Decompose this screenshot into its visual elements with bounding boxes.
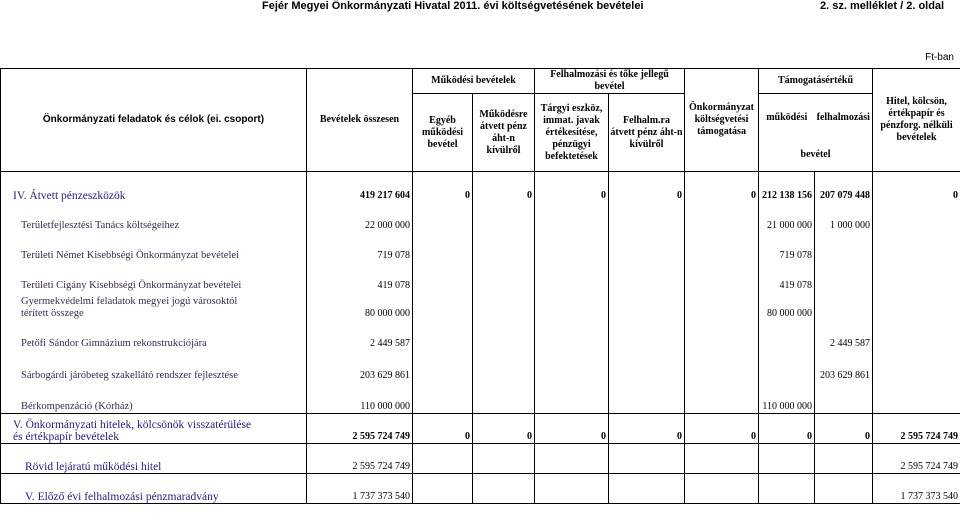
cell: [535, 444, 609, 474]
row-label: Területi Német Kisebbségi Önkormányzat bevételei: [1, 232, 307, 262]
col-header-group: Önkormányzati feladatok és célok (ei. csoport): [1, 69, 307, 172]
col-header-operating-transfer: Működésre átvett pénz áht-n kívülről: [473, 94, 535, 172]
cell: [873, 262, 960, 292]
col-header-asset-sales: Tárgyi eszköz, immat. javak értékesítése, pénzügyi befektetések: [535, 94, 609, 172]
cell: [759, 444, 815, 474]
cell: [413, 292, 473, 320]
cell: 0: [685, 172, 759, 202]
document-title: Fejér Megyei Önkormányzati Hivatal 2011. évi költségvetésének bevételei: [262, 0, 644, 12]
cell: [685, 350, 759, 382]
table-row: [1, 262, 960, 292]
cell: 22 000 000: [307, 202, 413, 232]
col-header-capital: Felhalmozási és tőke jellegű bevétel: [535, 69, 685, 94]
unit-label: Ft-ban: [925, 52, 954, 63]
cell: [609, 474, 685, 504]
cell: [873, 292, 960, 320]
cell: [609, 382, 685, 414]
cell: [473, 350, 535, 382]
row-label: [1, 292, 307, 320]
cell: [815, 262, 873, 292]
cell: [685, 232, 759, 262]
row-label: [1, 414, 307, 444]
cell: [873, 232, 960, 262]
cell: [873, 382, 960, 414]
cell: 0: [873, 172, 960, 202]
cell: 0: [759, 414, 815, 444]
cell: [535, 320, 609, 350]
cell: [413, 262, 473, 292]
cell: [815, 474, 873, 504]
cell: 719 078: [759, 232, 815, 262]
cell: [815, 232, 873, 262]
cell: 212 138 156: [759, 172, 815, 202]
col-header-support: Támogatásértékű: [759, 69, 873, 94]
page-header: [0, 0, 960, 14]
row-label-line: térített összege: [21, 307, 84, 319]
cell: [473, 262, 535, 292]
row-label: Petőfi Sándor Gimnázium rekonstrukciójára: [1, 320, 307, 350]
cell: 80 000 000: [759, 292, 815, 320]
table-row: [1, 382, 960, 414]
table-row: [1, 292, 960, 320]
cell: 203 629 861: [815, 350, 873, 382]
cell: [685, 262, 759, 292]
cell: [535, 350, 609, 382]
table-row: [1, 232, 960, 262]
cell: [815, 292, 873, 320]
col-header-support-capital: felhalmozási: [816, 111, 870, 123]
cell: 0: [609, 414, 685, 444]
cell: 2 449 587: [815, 320, 873, 350]
row-label: Területi Cigány Kisebbségi Önkormányzat bevételei: [1, 262, 307, 292]
row-label: Bérkompenzáció (Kórház): [1, 382, 307, 414]
row-label: Sárbogárdi járóbeteg szakellátó rendszer fejlesztése: [1, 350, 307, 382]
table-row: [1, 172, 960, 202]
cell: [535, 232, 609, 262]
table-row: [1, 350, 960, 382]
table-row: [1, 320, 960, 350]
cell: [685, 202, 759, 232]
cell: [473, 292, 535, 320]
cell: [413, 350, 473, 382]
col-header-capital-transfer: Felhalm.ra átvett pénz áht-n kívülről: [609, 94, 685, 172]
row-label-line: V. Önkormányzati hitelek, kölcsönök visszatérülése: [13, 419, 252, 431]
cell: [473, 382, 535, 414]
cell: 80 000 000: [307, 292, 413, 320]
table-row: [1, 474, 960, 504]
cell: [873, 202, 960, 232]
cell: [685, 292, 759, 320]
cell: 0: [609, 172, 685, 202]
cell: 110 000 000: [307, 382, 413, 414]
row-label-line: és értékpapír bevételek: [13, 431, 119, 443]
cell: [685, 320, 759, 350]
cell: 2 449 587: [307, 320, 413, 350]
cell: 21 000 000: [759, 202, 815, 232]
cell: [873, 350, 960, 382]
table-row: [1, 414, 960, 444]
cell: 2 595 724 749: [307, 444, 413, 474]
cell: [759, 474, 815, 504]
cell: 203 629 861: [307, 350, 413, 382]
col-header-other-operating: Egyéb működési bevétel: [413, 94, 473, 172]
cell: [413, 474, 473, 504]
cell: [759, 320, 815, 350]
row-label: V. Előző évi felhalmozási pénzmaradvány: [1, 474, 307, 504]
cell: [535, 202, 609, 232]
cell: [609, 232, 685, 262]
cell: [535, 382, 609, 414]
cell: 2 595 724 749: [873, 414, 960, 444]
cell: 419 078: [307, 262, 413, 292]
cell: [609, 292, 685, 320]
cell: 419 217 604: [307, 172, 413, 202]
col-header-support-revenue: bevétel: [800, 148, 831, 160]
cell: 207 079 448: [815, 172, 873, 202]
cell: 0: [815, 414, 873, 444]
cell: 0: [685, 414, 759, 444]
table-row: [1, 202, 960, 232]
cell: [473, 320, 535, 350]
cell: 0: [473, 414, 535, 444]
cell: [815, 444, 873, 474]
cell: [535, 474, 609, 504]
cell: 1 737 373 540: [873, 474, 960, 504]
cell: 110 000 000: [759, 382, 815, 414]
cell: [473, 444, 535, 474]
col-header-operating: Működési bevételek: [413, 69, 535, 94]
cell: [609, 444, 685, 474]
col-header-loans: Hitel, kölcsön, értékpapír és pénzforg. nélküli bevételek: [873, 69, 960, 172]
row-label: IV. Átvett pénzeszközök: [1, 172, 307, 202]
cell: [413, 382, 473, 414]
cell: [685, 474, 759, 504]
col-header-total: Bevételek összesen: [307, 69, 413, 172]
cell: [473, 474, 535, 504]
cell: [473, 232, 535, 262]
table-row: [1, 444, 960, 474]
cell: [873, 320, 960, 350]
cell: 1 000 000: [815, 202, 873, 232]
cell: [609, 320, 685, 350]
cell: [413, 320, 473, 350]
col-header-support-operating: működési: [766, 111, 808, 123]
cell: [473, 202, 535, 232]
row-label: Rövid lejáratú működési hitel: [1, 444, 307, 474]
cell: [815, 382, 873, 414]
cell: [413, 202, 473, 232]
appendix-label: 2. sz. melléklet / 2. oldal: [820, 0, 945, 12]
cell: [413, 444, 473, 474]
cell: [759, 350, 815, 382]
cell: [609, 350, 685, 382]
row-label-line: Gyermekvédelmi feladatok megyei jogú városoktól: [21, 295, 238, 307]
revenue-table: [0, 68, 960, 504]
cell: 0: [535, 414, 609, 444]
cell: 719 078: [307, 232, 413, 262]
row-label: Területfejlesztési Tanács költségeihez: [1, 202, 307, 232]
cell: [413, 232, 473, 262]
col-header-support-types: [759, 94, 873, 172]
cell: [609, 262, 685, 292]
cell: [535, 262, 609, 292]
col-header-local-support: Önkormányzat költségvetési támogatása: [685, 69, 759, 172]
cell: 419 078: [759, 262, 815, 292]
cell: 1 737 373 540: [307, 474, 413, 504]
cell: 0: [413, 172, 473, 202]
cell: 2 595 724 749: [307, 414, 413, 444]
cell: 0: [473, 172, 535, 202]
cell: [609, 202, 685, 232]
cell: 2 595 724 749: [873, 444, 960, 474]
cell: [685, 382, 759, 414]
cell: 0: [535, 172, 609, 202]
cell: 0: [413, 414, 473, 444]
cell: [685, 444, 759, 474]
cell: [535, 292, 609, 320]
